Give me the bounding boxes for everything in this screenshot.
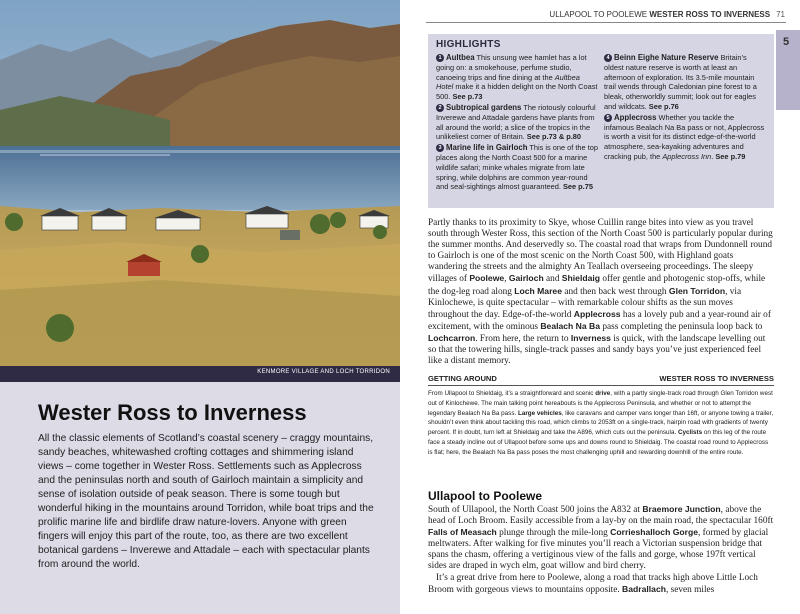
right-page [400,0,800,614]
highlight-page-ref: See p.73 & p.80 [526,132,582,142]
page-number: 71 [776,10,785,19]
section-body [428,504,774,596]
highlight-item [436,103,598,142]
highlights-box [428,34,774,208]
chapter-title: Wester Ross to Inverness [38,400,307,425]
chapter-tab [776,30,800,110]
getting-around-label: GETTING AROUND [428,374,497,383]
highlight-name: Marine life in Gairloch [446,143,528,153]
highlight-page-ref: See p.76 [648,101,679,111]
running-head-rule [426,22,786,23]
highlight-page-ref: See p.73 [452,92,483,102]
highlight-item [436,53,598,102]
intro-paragraph: Partly thanks to its proximity to Skye, whose Cuillin range bites into view as you travel south through Wester Ross, this section of the North Coast 500 is particularly popular during the summer months. And deservedly so. The coastal road that wraps from Dundonnell round to Gairloch is one of the most scenic on the North Coast 500, with Highland goats wandering the streets and the almighty An Teallach overseeing proceedings. The sleepy villages of Poolewe, Gairloch and Shieldaig offer gentle and photogenic stop-offs, while the dog-leg road along Loch Maree and then back west through Glen Torridon, via Kinlochewe, is quite spectacular – with remarkable colour shifts as the sun moves throughout the day. Edge-of-the-world Applecross has a lovely pub and a year-round air of excitement, with the ominous Bealach Na Ba pass completing the peninsula loop back to Lochcarron. From here, the return to Inverness is quick, with the landscape levelling out so that the towering hills, single-track passes and sandy bays you’ve just experienced feel like a distant memory. [428,218,773,367]
photo-caption-bar [0,366,400,382]
highlight-item [436,143,598,192]
getting-around-text: From Ullapool to Shieldaig, it’s a straightforward and scenic drive, with a partly single-track road through Glen Torridon west out of Kinlochewe. The main talking point hereabouts is the Applecross Peninsula, and whether or not to attempt the legendary Bealach Na Ba pass. Large vehicles, like caravans and camper vans longer than 16ft, or anyone towing a trailer, shouldn’t even think about tackling this road, which climbs to 2053ft on a single-track, hairpin road with gradients of twenty percent. If in doubt, turn left at Shieldaig and take the A896, which cuts out the peninsula. Cyclists on this leg of the route face a steady incline out of Ullapool before some ups and downs round to Shieldaig. The coastal road round to Applecross is flat; here, the Bealach Na Ba pass poses the most challenging uphill and rewarding downhill of the entire route. [428,390,774,456]
section-paragraph: It’s a great drive from here to Poolewe, along a road that tracks high above Little Loch Broom with gorgeous views to mountains opposite. Badrallach, seven miles [428,572,758,595]
highlight-number: 1 [436,54,444,62]
highlight-item [604,53,766,112]
running-head-section: ULLAPOOL TO POOLEWE [549,10,648,19]
highlight-name: Beinn Eighe Nature Reserve [614,53,719,62]
highlight-text: make it a hidden delight on the North Coast 500. [436,82,598,102]
highlight-page-ref: See p.75 [562,182,593,192]
highlight-text: This is one of the top places along the North Coast 500 for a marine wildlife safari; minke whales migrate from late spring, while dolphins are common year-round and seal-sightings almost guaranteed. [436,143,598,192]
chapter-intro: All the classic elements of Scotland’s coastal scenery – craggy mountains, sandy beaches, whitewashed crofting cottages and shimmering island views – come together in Wester Ross. Settlements such as Applecross and the peninsulas north and south of Gairloch maintain a simplicity and sense of isolation outside of peak season. There is some tough but wonderful hiking in the mountains around Torridon, while boat trips and the prolific marine life and birdlife draw nature-lovers. Anyone with green fingers will enjoy this part of the route, too, as there are two excellent botanical gardens – Inverewe and Attadale – each with spectacular plants from around the world. [38,433,374,570]
section-paragraph: South of Ullapool, the North Coast 500 joins the A832 at Braemore Junction, above the head of Loch Broom. Easily accessible from a lay-by on the main road, the spectacular 160ft Falls of Measach plunge through the mile-long Corrieshalloch Gorge, formed by glacial meltwaters. After walking for five minutes you’ll reach a Victorian suspension bridge that spans the chasm, offering a vertiginous view of the falls and gorge, whose 197ft vertical sides are draped in wych elm, goat willow and bird cherry. [428,504,774,572]
highlight-item [604,113,766,162]
kenmore-loch-torridon-photo [0,0,400,370]
highlight-name: Subtropical gardens [446,102,522,112]
getting-around-section: WESTER ROSS TO INVERNESS [659,374,774,383]
highlight-italic: Applecross Inn [662,151,712,161]
highlight-text: The riotously colourful Inverewe and Attadale gardens have plants from all around the world; a slice of the tropics in the unlikeliest corner of Britain. [436,102,596,142]
highlight-text: This unsung wee hamlet has a lot going on: a smokehouse, perfume studio, canoeing trips and fine dining at the [436,53,587,82]
highlight-name: Aultbea [446,53,475,62]
highlight-page-ref: See p.79 [715,151,746,161]
running-head [400,10,785,19]
highlight-text: . [711,151,714,161]
highlight-text: Britain’s oldest nature reserve is worth at least an afternoon of exploration. Its 3.5-mile mountain trail wends through Caledonian pine forest to a bleak, otherworldly summit; look out for eagles and wildcats. [604,53,757,111]
highlight-name: Applecross [614,112,657,122]
highlight-italic: Aultbea Hotel [436,72,580,92]
running-head-chapter: WESTER ROSS TO INVERNESS [649,10,771,19]
highlight-number: 2 [436,104,444,112]
highlights-column-left [436,53,598,193]
highlight-number: 4 [604,54,612,62]
highlights-column-right [604,53,766,193]
chapter-tab-number: 5 [782,36,790,48]
highlight-number: 3 [436,144,444,152]
getting-around-rule [428,385,774,386]
highlights-title: HIGHLIGHTS [436,39,501,50]
section-heading: Ullapool to Poolewe [428,489,543,503]
photo-caption: KENMORE VILLAGE AND LOCH TORRIDON [257,369,390,375]
highlight-text: Whether you tackle the infamous Bealach Na Ba pass or not, Applecross is worth a visit for its distinct edge-of-the-world atmosphere, sea-kayaking adventures and cracking pub, the [604,112,765,161]
highlight-number: 5 [604,114,612,122]
